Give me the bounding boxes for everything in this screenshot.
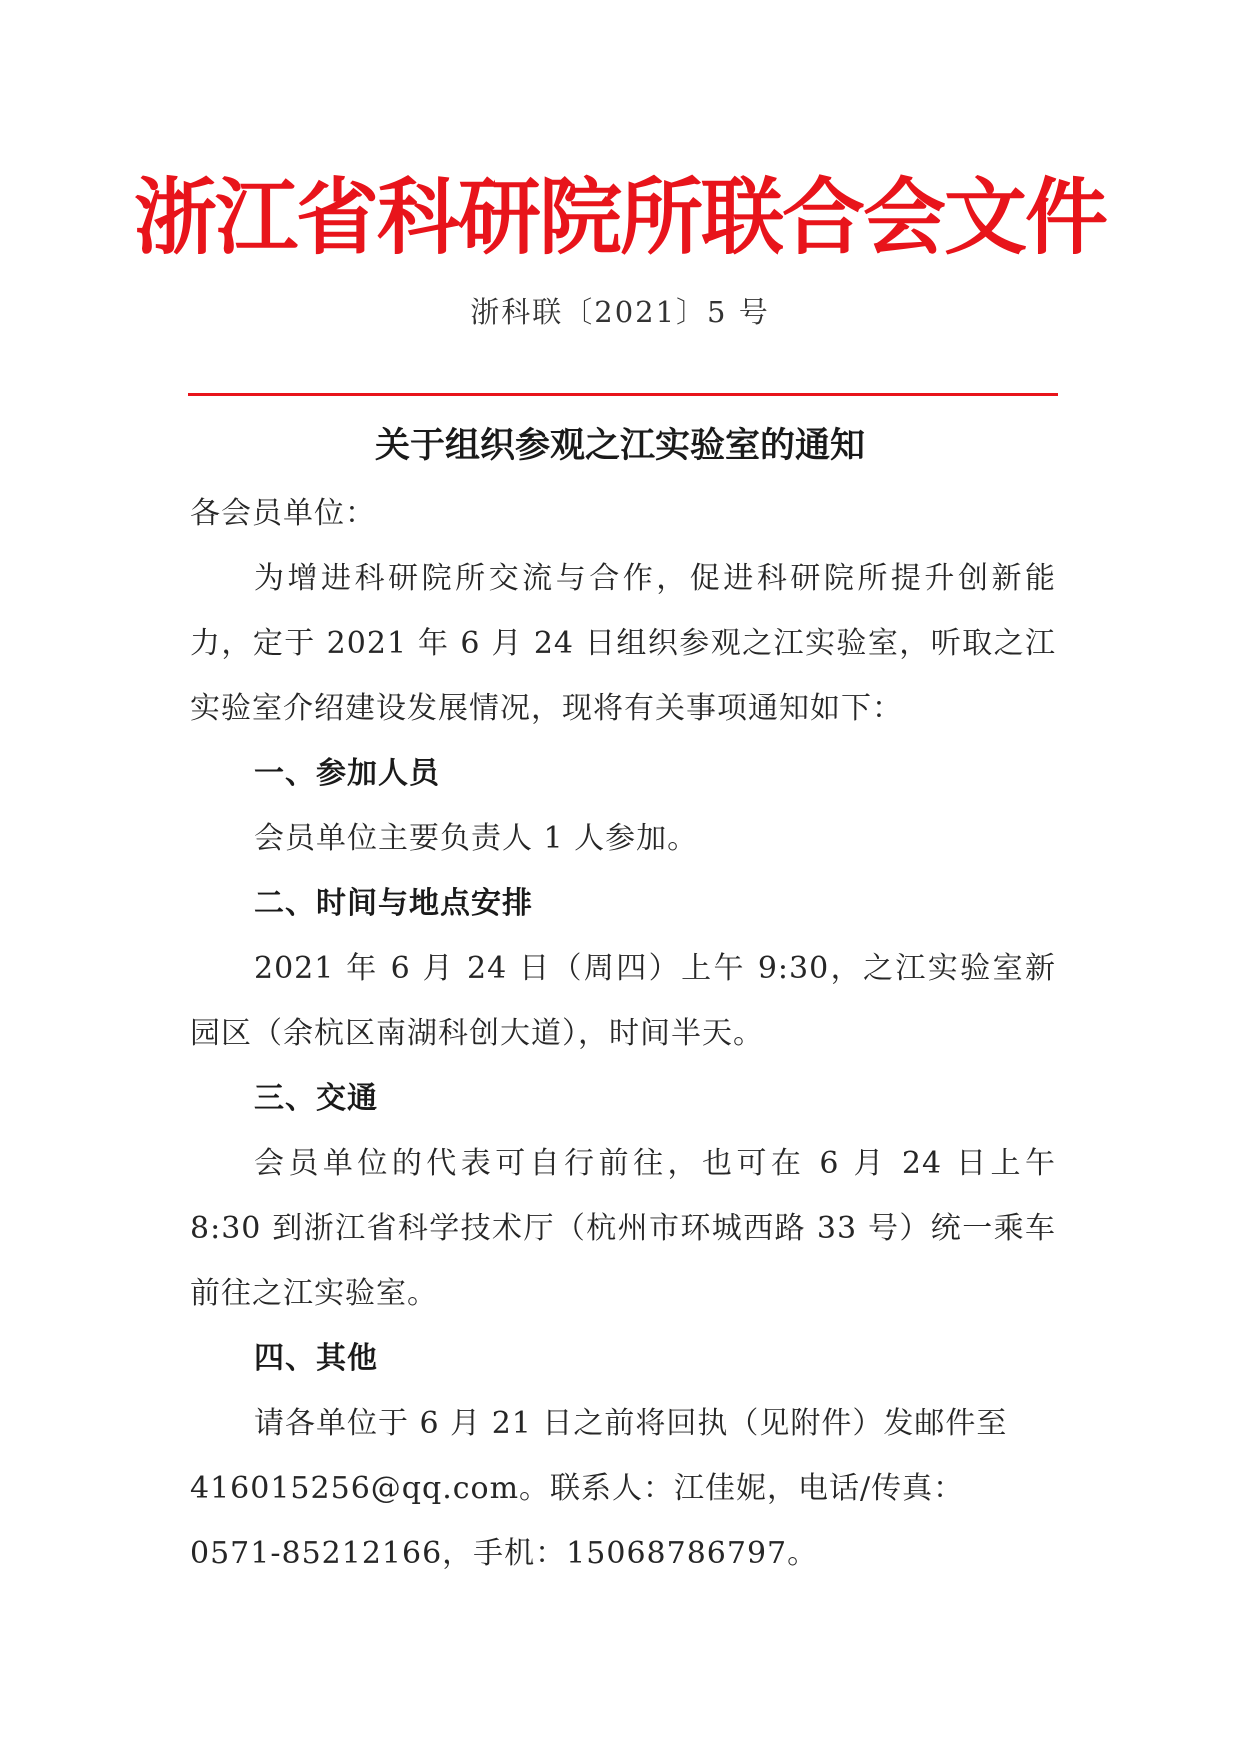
notice-title: 关于组织参观之江实验室的通知: [374, 426, 865, 466]
red-divider-line: [188, 393, 1058, 396]
section-heading-other: 四、其他: [254, 1341, 378, 1376]
section-body-attendees: 会员单位主要负责人 1 人参加。: [254, 821, 699, 856]
section-body-transport: 会员单位的代表可自行前往，也可在 6 月 24 日上午 8:30 到浙江省科学技术厅（杭州市环城西路 33 号）统一乘车前往之江实验室。: [190, 1146, 1056, 1311]
org-header-title: 浙江省科研院所联合会文件: [134, 169, 1106, 266]
notice-body: [190, 481, 1056, 1586]
section-heading-attendees: 一、参加人员: [254, 756, 440, 791]
section-body-other-line2: 416015256@qq.com。联系人：江佳妮，电话/传真：: [190, 1471, 965, 1506]
salutation: 各会员单位：: [190, 496, 376, 531]
intro-paragraph: 为增进科研院所交流与合作，促进科研院所提升创新能力，定于 2021 年 6 月 24 日组织参观之江实验室，听取之江实验室介绍建设发展情况，现将有关事项通知如下：: [190, 561, 1056, 726]
section-body-other-line1: 请各单位于 6 月 21 日之前将回执（见附件）发邮件至: [254, 1406, 1008, 1441]
section-heading-time-place: 二、时间与地点安排: [254, 886, 533, 921]
section-body-other-line3: 0571-85212166，手机：15068786797。: [190, 1536, 819, 1571]
section-heading-transport: 三、交通: [254, 1081, 378, 1116]
document-number: 浙科联〔2021〕5 号: [470, 295, 770, 329]
section-body-time-place: 2021 年 6 月 24 日（周四）上午 9:30，之江实验室新园区（余杭区南湖科创大道），时间半天。: [190, 951, 1056, 1051]
